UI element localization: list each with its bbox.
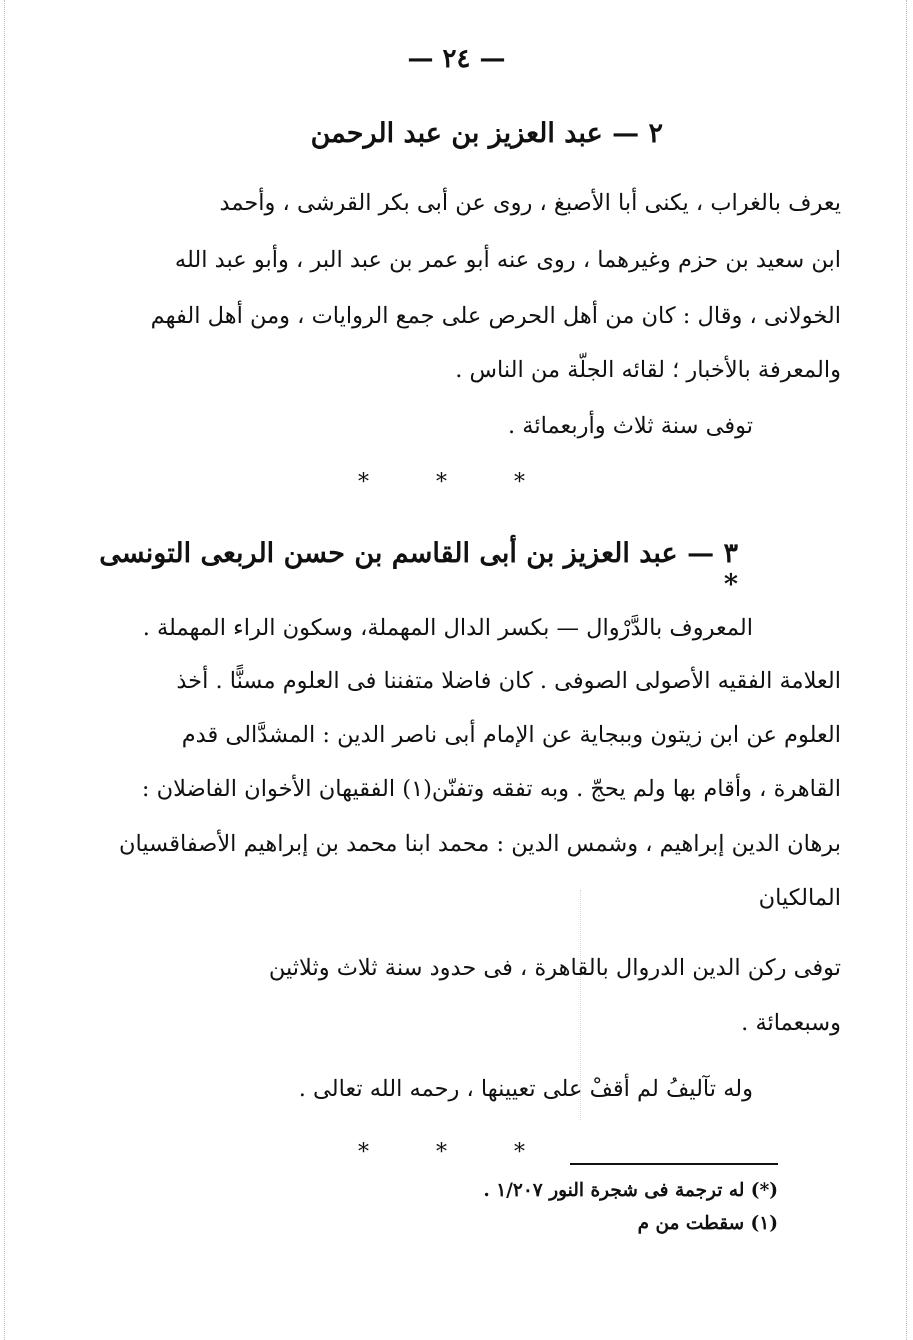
text-line: القاهرة ، وأقام بها ولم يحجّ . وبه تفقه وتفنّن(١) الفقيهان الأخوان الفاضلان :: [141, 776, 841, 802]
text-line: المالكيان: [758, 885, 841, 911]
footnote: (*) له ترجمة فى شجرة النور ١/٢٠٧ .: [483, 1180, 778, 1201]
text-line: وسبعمائة .: [741, 1010, 841, 1036]
text-line: المعروف بالدَّرْوال — بكسر الدال المهملة، وسكون الراء المهملة .: [142, 615, 753, 641]
page-number: — ٢٤ —: [407, 44, 506, 74]
text-line: العلامة الفقيه الأصولى الصوفى . كان فاضلا متفننا فى العلوم مسنًّا . أخذ: [176, 668, 841, 694]
text-line: يعرف بالغراب ، يكنى أبا الأصبغ ، روى عن أبى بكر القرشى ، وأحمد: [219, 190, 841, 216]
footnote-rule: [570, 1163, 778, 1165]
text-line: ابن سعيد بن حزم وغيرهما ، روى عنه أبو عمر بن عبد البر ، وأبو عبد الله: [174, 247, 841, 273]
entry-heading: ٢ — عبد العزيز بن عبد الرحمن: [310, 118, 663, 149]
text-line: الخولانى ، وقال : كان من أهل الحرص على جمع الروايات ، ومن أهل الفهم: [150, 303, 841, 329]
text-line: توفى ركن الدين الدروال بالقاهرة ، فى حدود سنة ثلاث وثلاثين: [268, 955, 841, 981]
footnote: (١) سقطت من م: [637, 1213, 778, 1234]
text-line: توفى سنة ثلاث وأربعمائة .: [507, 413, 753, 439]
text-line: والمعرفة بالأخبار ؛ لقائه الجلّة من الناس .: [455, 357, 841, 383]
left-edge-dots: [4, 0, 5, 1340]
text-line: برهان الدين إبراهيم ، وشمس الدين : محمد ابنا محمد بن إبراهيم الأصفاقسيان: [119, 831, 841, 857]
entry-heading: ٣ — عبد العزيز بن أبى القاسم بن حسن الربعى التونسى *: [99, 538, 738, 600]
text-line: وله تآليفُ لم أقفْ على تعيينها ، رحمه الله تعالى .: [298, 1076, 753, 1102]
section-separator: * * *: [358, 470, 555, 495]
text-line: العلوم عن ابن زيتون وببجاية عن الإمام أبى ناصر الدين : المشدَّالى قدم: [181, 722, 841, 748]
section-separator: * * *: [358, 1140, 555, 1165]
right-edge-dots: [906, 0, 907, 1340]
